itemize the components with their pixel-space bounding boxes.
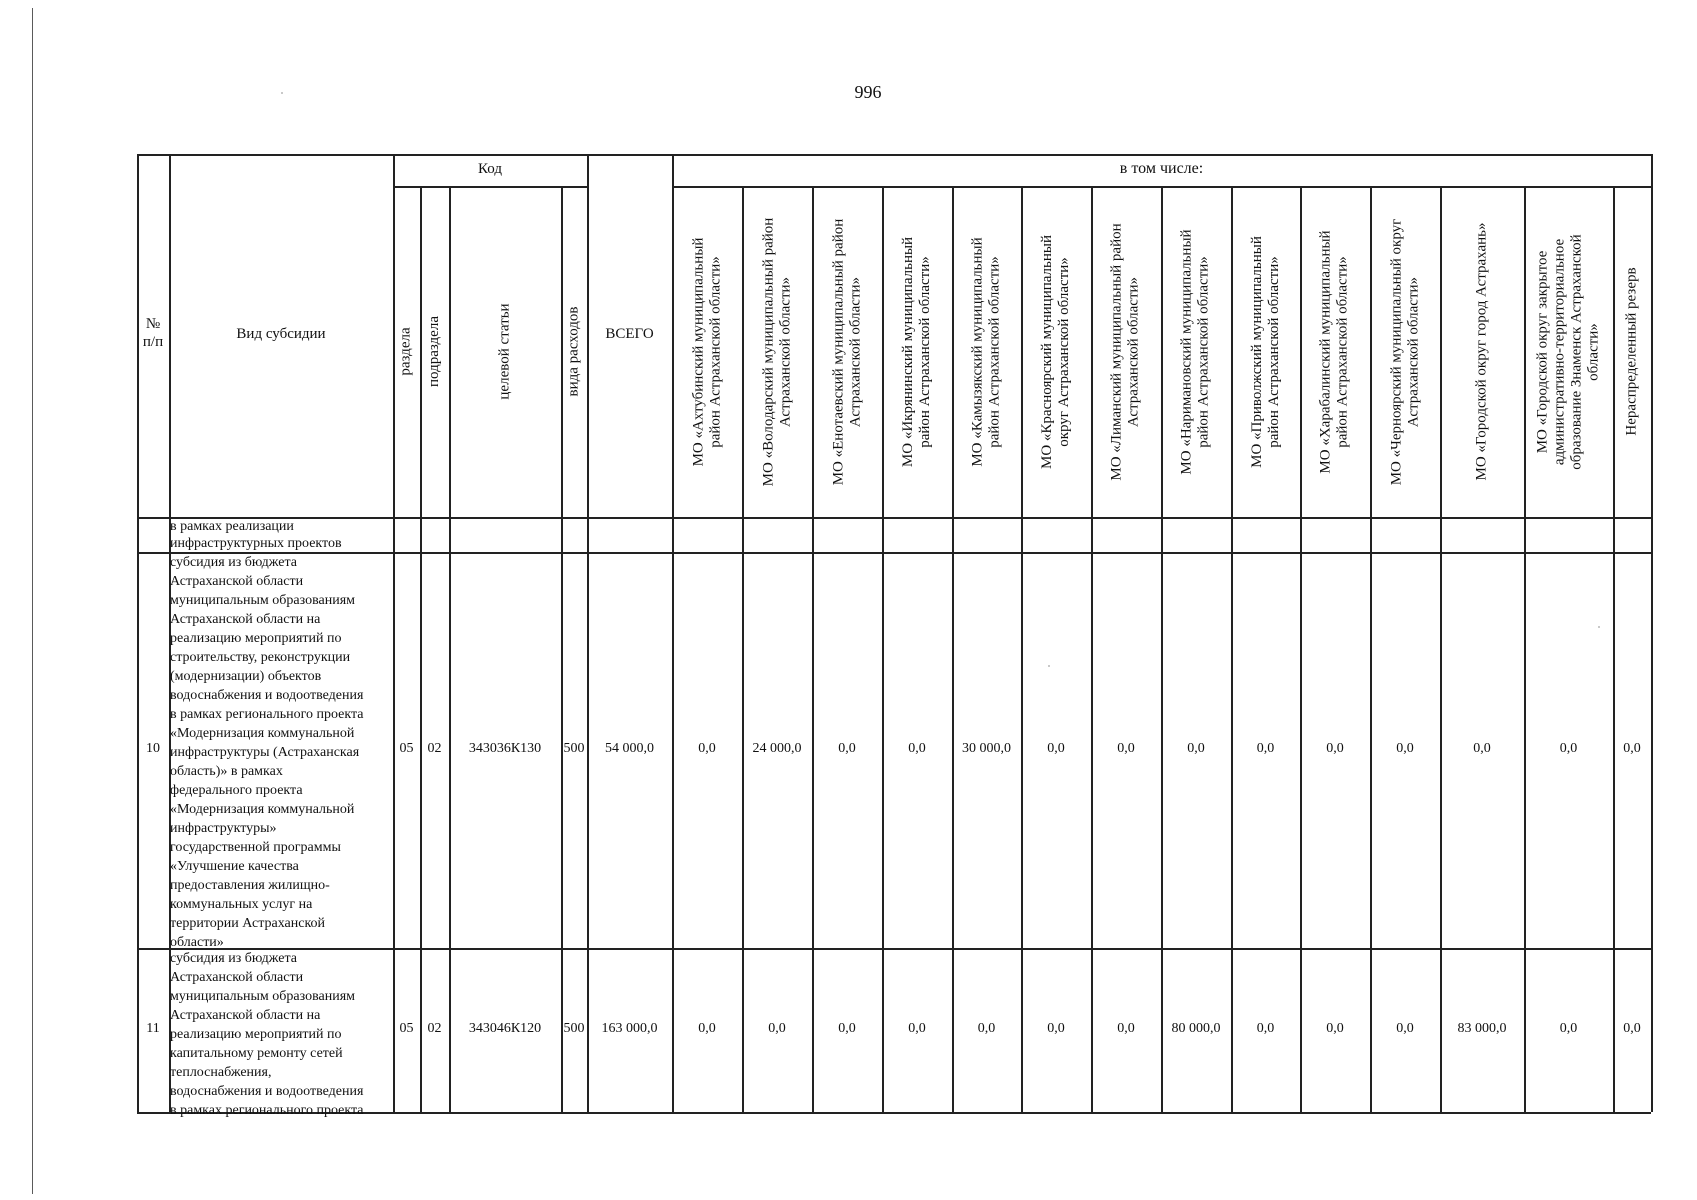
recipient-header-label bbox=[1318, 230, 1352, 473]
description-line: реализацию мероприятий по bbox=[170, 631, 342, 646]
row-number: 10 bbox=[146, 741, 160, 756]
description-line: инфраструктуры (Астраханская bbox=[170, 745, 360, 760]
header-line: целевой статьи bbox=[496, 303, 513, 400]
recipient-header bbox=[672, 186, 742, 517]
recipient-header bbox=[1161, 186, 1231, 517]
recipient-header bbox=[1091, 186, 1161, 517]
row-total: 163 000,0 bbox=[601, 1021, 658, 1036]
recipient-header-label bbox=[690, 237, 724, 466]
header-line: МО «Камызякский муниципальный bbox=[969, 236, 986, 467]
recipient-header bbox=[1300, 186, 1370, 517]
recipient-header-label bbox=[1249, 236, 1283, 468]
header-line: вида расходов bbox=[565, 306, 582, 397]
description-line: «Модернизация коммунальной bbox=[170, 726, 355, 741]
page-number: 996 bbox=[854, 82, 882, 102]
code-subcol-header bbox=[561, 186, 587, 517]
expense-type-code: 500 bbox=[563, 741, 585, 756]
recipient-value: 0,0 bbox=[1117, 1021, 1135, 1036]
recipient-header-label bbox=[1109, 223, 1143, 480]
recipient-value: 0,0 bbox=[698, 741, 716, 756]
description-line: водоснабжения и водоотведения bbox=[170, 1084, 364, 1099]
header-line: МО «Черноярский муниципальный округ bbox=[1388, 218, 1404, 485]
code-subcol-header-label bbox=[566, 307, 583, 397]
recipient-value: 0,0 bbox=[1559, 1021, 1578, 1036]
code-subcol-header-label bbox=[497, 303, 514, 399]
header-line: район Астраханской области» bbox=[1335, 255, 1352, 448]
header-line: МО «Икрянинский муниципальный bbox=[900, 236, 916, 467]
subsidy-description bbox=[170, 949, 364, 1120]
header-line: район Астраханской области» bbox=[707, 255, 724, 448]
header-code-group: Код bbox=[478, 161, 502, 177]
header-line: Астраханской области» bbox=[1126, 276, 1143, 427]
recipient-value: 0,0 bbox=[838, 1021, 856, 1036]
header-line: район Астраханской области» bbox=[1265, 255, 1282, 448]
code-subcol-header bbox=[449, 186, 561, 517]
table-rule bbox=[137, 552, 1651, 554]
recipient-value: 24 000,0 bbox=[752, 741, 802, 756]
recipient-header bbox=[1613, 186, 1651, 517]
section-code: 05 bbox=[399, 1021, 414, 1036]
recipient-value: 0,0 bbox=[1559, 741, 1578, 756]
header-line: МО «Городской округ город Астрахань» bbox=[1473, 222, 1490, 481]
recipient-value: 0,0 bbox=[1396, 741, 1414, 756]
binding-edge-line bbox=[32, 8, 33, 1194]
recipient-header-label bbox=[830, 218, 864, 485]
recipient-value: 80 000,0 bbox=[1171, 1021, 1221, 1036]
header-including-group: в том числе: bbox=[1119, 160, 1204, 177]
header-line: МО «Харабалинский муниципальный bbox=[1318, 229, 1335, 474]
header-line: МО «Красноярский муниципальный bbox=[1039, 234, 1056, 469]
table-rule bbox=[137, 154, 1651, 156]
recipient-value: 0,0 bbox=[1117, 741, 1135, 756]
description-line: водоснабжения и водоотведения bbox=[170, 688, 364, 703]
header-line: Астраханской области» bbox=[847, 276, 863, 427]
subsidy-description bbox=[170, 553, 364, 952]
header-line: Астраханской области» bbox=[1405, 276, 1421, 427]
recipient-value: 0,0 bbox=[1623, 741, 1641, 756]
recipient-value: 0,0 bbox=[1187, 741, 1205, 756]
header-line: район Астраханской области» bbox=[986, 255, 1003, 448]
table-rule bbox=[137, 517, 1651, 519]
scan-speck bbox=[1598, 626, 1600, 628]
subsection-code: 02 bbox=[427, 741, 442, 756]
header-line: МО «Наримановский муниципальный bbox=[1179, 228, 1196, 475]
section-code: 05 bbox=[399, 741, 414, 756]
code-subcol-header-label bbox=[426, 316, 443, 387]
subsection-code: 02 bbox=[427, 1021, 442, 1036]
recipient-header-label bbox=[1388, 218, 1422, 485]
description-line: строительству, реконструкции bbox=[170, 650, 351, 665]
scan-speck bbox=[281, 92, 283, 94]
header-line: район Астраханской области» bbox=[1196, 255, 1213, 448]
recipient-header-label bbox=[900, 236, 934, 466]
description-line: инфраструктуры» bbox=[170, 821, 277, 836]
recipient-value: 0,0 bbox=[768, 1021, 786, 1036]
recipient-value: 0,0 bbox=[1047, 741, 1065, 756]
recipient-value: 0,0 bbox=[1326, 1021, 1344, 1036]
header-line: административно-территориальное bbox=[1551, 238, 1568, 465]
description-line: предоставления жилищно- bbox=[170, 878, 330, 893]
recipient-value: 0,0 bbox=[1396, 1021, 1414, 1036]
header-line: МО «Енотаевский муниципальный район bbox=[830, 218, 846, 485]
recipient-header-label bbox=[760, 217, 794, 486]
target-article-code: 343046К120 bbox=[468, 1021, 542, 1036]
row-number: 11 bbox=[146, 1021, 160, 1036]
recipient-value: 83 000,0 bbox=[1457, 1021, 1507, 1036]
header-line: МО «Приволжский муниципальный bbox=[1248, 235, 1265, 468]
description-line: федерального проекта bbox=[170, 783, 303, 798]
description-line: область)» в рамках bbox=[170, 764, 283, 779]
description-line: в рамках регионального проекта bbox=[170, 1103, 364, 1118]
description-line: территории Астраханской bbox=[170, 916, 326, 931]
scan-speck bbox=[1048, 665, 1050, 667]
table-rule bbox=[587, 154, 589, 1112]
recipient-header bbox=[1021, 186, 1091, 517]
recipient-header bbox=[742, 186, 812, 517]
header-line: раздела bbox=[398, 327, 414, 376]
recipient-value: 0,0 bbox=[908, 741, 926, 756]
table-rule bbox=[137, 154, 139, 1112]
description-line: в рамках регионального проекта bbox=[170, 707, 364, 722]
table-rule bbox=[1651, 154, 1653, 1112]
description-line: Астраханской области на bbox=[170, 1008, 321, 1023]
code-subcol-header bbox=[393, 186, 420, 517]
header-number: № п/п bbox=[142, 316, 164, 350]
recipient-header bbox=[812, 186, 882, 517]
recipient-header bbox=[1370, 186, 1440, 517]
description-line: в рамках реализации bbox=[170, 519, 294, 534]
description-line: «Модернизация коммунальной bbox=[170, 802, 355, 817]
table-rule bbox=[137, 948, 1651, 950]
recipient-value: 0,0 bbox=[977, 1021, 996, 1036]
recipient-value: 0,0 bbox=[1256, 741, 1275, 756]
description-line: Астраханской области на bbox=[170, 612, 321, 627]
recipient-value: 0,0 bbox=[1473, 741, 1491, 756]
row-total: 54 000,0 bbox=[605, 741, 654, 756]
header-line: подраздела bbox=[426, 316, 443, 387]
recipient-header bbox=[1440, 186, 1524, 517]
subsidy-description bbox=[170, 518, 342, 552]
header-line: МО «Лиманский муниципальный район bbox=[1109, 222, 1126, 481]
description-line: субсидия из бюджета bbox=[170, 951, 297, 966]
description-line: области» bbox=[170, 935, 224, 950]
expense-type-code: 500 bbox=[563, 1021, 585, 1036]
description-line: Астраханской области bbox=[170, 574, 304, 589]
description-line: Астраханской области bbox=[170, 970, 304, 985]
recipient-value: 0,0 bbox=[698, 1021, 716, 1036]
recipient-header-label bbox=[1039, 234, 1073, 468]
header-subsidy-type: Вид субсидии bbox=[236, 326, 326, 342]
recipient-header-label bbox=[1624, 267, 1641, 435]
header-line: Нераспределенный резерв bbox=[1623, 267, 1640, 436]
description-line: капитальному ремонту сетей bbox=[170, 1046, 343, 1061]
description-line: «Улучшение качества bbox=[170, 859, 299, 874]
description-line: субсидия из бюджета bbox=[170, 555, 297, 570]
header-line: МО «Городской округ закрытое bbox=[1534, 250, 1551, 453]
recipient-value: 0,0 bbox=[838, 741, 856, 756]
description-line: государственной программы bbox=[170, 840, 341, 855]
header-line: МО «Володарский муниципальный район bbox=[760, 217, 777, 486]
recipient-header-label bbox=[1474, 223, 1491, 481]
description-line: (модернизации) объектов bbox=[170, 669, 322, 684]
recipient-value: 0,0 bbox=[908, 1021, 926, 1036]
description-line: муниципальным образованиям bbox=[170, 989, 355, 1004]
recipient-header bbox=[1231, 186, 1300, 517]
code-subcol-header-label bbox=[398, 327, 415, 375]
description-line: инфраструктурных проектов bbox=[170, 536, 342, 551]
target-article-code: 343036К130 bbox=[468, 741, 542, 756]
header-line: МО «Ахтубинский муниципальный bbox=[690, 237, 707, 466]
description-line: коммунальных услуг на bbox=[170, 897, 313, 912]
description-line: реализацию мероприятий по bbox=[170, 1027, 342, 1042]
recipient-value: 0,0 bbox=[1623, 1021, 1641, 1036]
recipient-header bbox=[952, 186, 1021, 517]
recipient-value: 30 000,0 bbox=[962, 741, 1011, 756]
recipient-header-label bbox=[1535, 234, 1603, 469]
table-rule bbox=[137, 1112, 1651, 1114]
header-line: образование Знаменск Астраханской bbox=[1568, 233, 1585, 470]
header-line: район Астраханской области» bbox=[917, 255, 933, 448]
header-line: округ Астраханской области» bbox=[1056, 256, 1073, 447]
header-line: Астраханской области» bbox=[777, 276, 794, 427]
header-total: ВСЕГО bbox=[605, 326, 654, 342]
description-line: теплоснабжения, bbox=[170, 1065, 272, 1080]
recipient-header bbox=[882, 186, 952, 517]
recipient-header-label bbox=[970, 237, 1004, 466]
code-subcol-header bbox=[420, 186, 449, 517]
recipient-value: 0,0 bbox=[1256, 1021, 1275, 1036]
header-line: области» bbox=[1585, 322, 1602, 381]
recipient-header-label bbox=[1179, 229, 1213, 474]
recipient-header bbox=[1524, 186, 1613, 517]
recipient-value: 0,0 bbox=[1326, 741, 1344, 756]
recipient-value: 0,0 bbox=[1047, 1021, 1065, 1036]
description-line: муниципальным образованиям bbox=[170, 593, 355, 608]
